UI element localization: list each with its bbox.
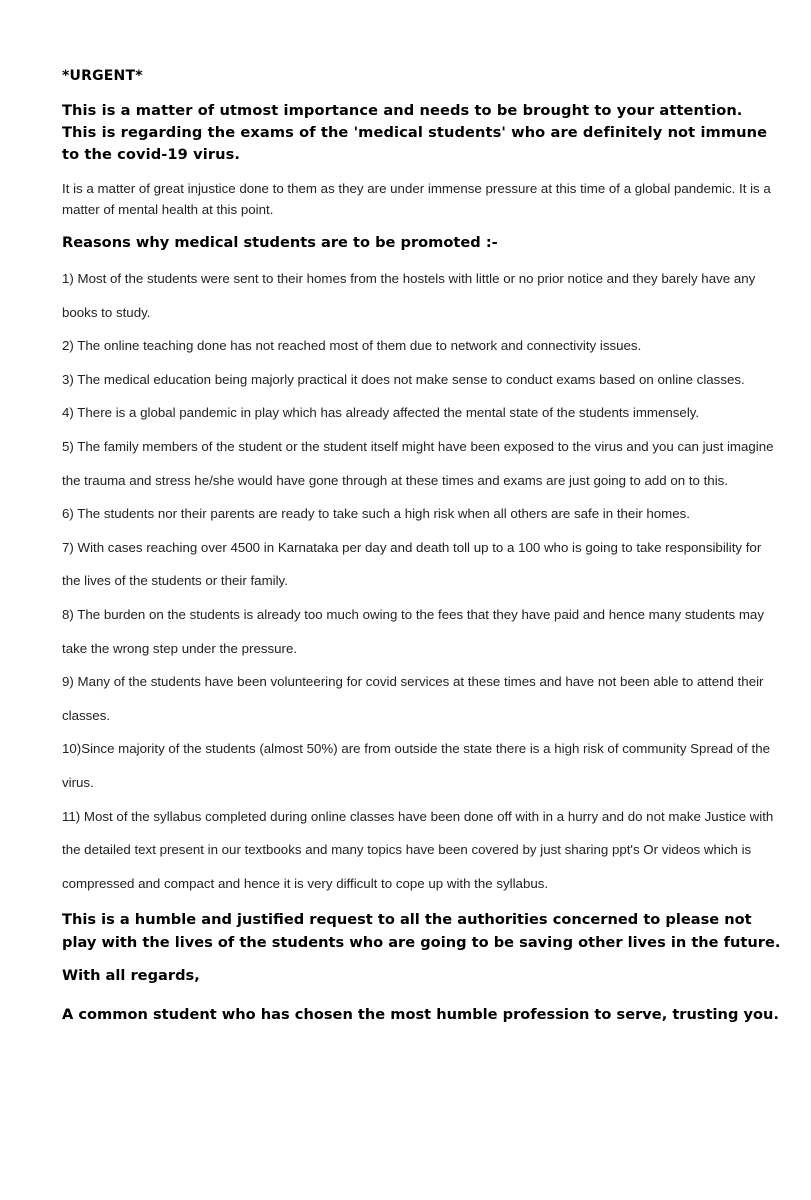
intro-paragraph: It is a matter of great injustice done to them as they are under immense pressure at this time of a global pandemic. It is a matter of mental health at this point. xyxy=(62,181,771,217)
closing-request: This is a humble and justified request to all the authorities concerned to please not play with the lives of the students who are going to be saving other lives in the future. xyxy=(62,911,781,952)
reason-item-7: 7) With cases reaching over 4500 in Karnataka per day and death toll up to a 100 who is going to take responsibility for the lives of the students or their family. xyxy=(62,539,762,589)
reason-item-6: 6) The students nor their parents are ready to take such a high risk when all others are safe in their homes. xyxy=(62,506,690,522)
reason-item-3: 3) The medical education being majorly practical it does not make sense to conduct exams based on online classes. xyxy=(62,371,745,387)
reason-item-8: 8) The burden on the students is already too much owing to the fees that they have paid and hence many students may take the wrong step under the pressure. xyxy=(62,606,764,656)
reason-item-9: 9) Many of the students have been volunteering for covid services at these times and have not been able to attend their classes. xyxy=(62,674,764,723)
reason-item-5: 5) The family members of the student or the student itself might have been exposed to the virus and you can just imagine the trauma and stress he/she would have gone through at these times and exams are just going to add on to this. xyxy=(62,438,774,488)
reason-item-10: 10)Since majority of the students (almost 50%) are from outside the state there is a high risk of community Spread of the virus. xyxy=(62,741,771,790)
reasons-heading: Reasons why medical students are to be promoted :- xyxy=(62,234,498,251)
intro-statement: This is a matter of utmost importance and needs to be brought to your attention. This is regarding the exams of the 'medical students' who are definitely not immune to the covid-19 virus. xyxy=(62,102,768,163)
reason-item-11: 11) Most of the syllabus completed during online classes have been done off with in a hurry and do not make Justice with the detailed text present in our textbooks and many topics have been covered by just sharing ppt's Or videos which is compressed and compact and hence it is very difficult to cope up with the syllabus. xyxy=(62,808,774,891)
regards-line: With all regards, xyxy=(62,967,200,985)
reason-item-1: 1) Most of the students were sent to their homes from the hostels with little or no prior notice and they barely have any books to study. xyxy=(62,271,756,320)
signature-line: A common student who has chosen the most humble profession to serve, trusting you. xyxy=(62,1006,779,1024)
reason-item-2: 2) The online teaching done has not reached most of them due to network and connectivity issues. xyxy=(62,338,642,354)
reasons-list xyxy=(62,262,781,900)
reason-item-4: 4) There is a global pandemic in play which has already affected the mental state of the students immensely. xyxy=(62,405,700,421)
urgent-label: *URGENT* xyxy=(62,68,143,84)
